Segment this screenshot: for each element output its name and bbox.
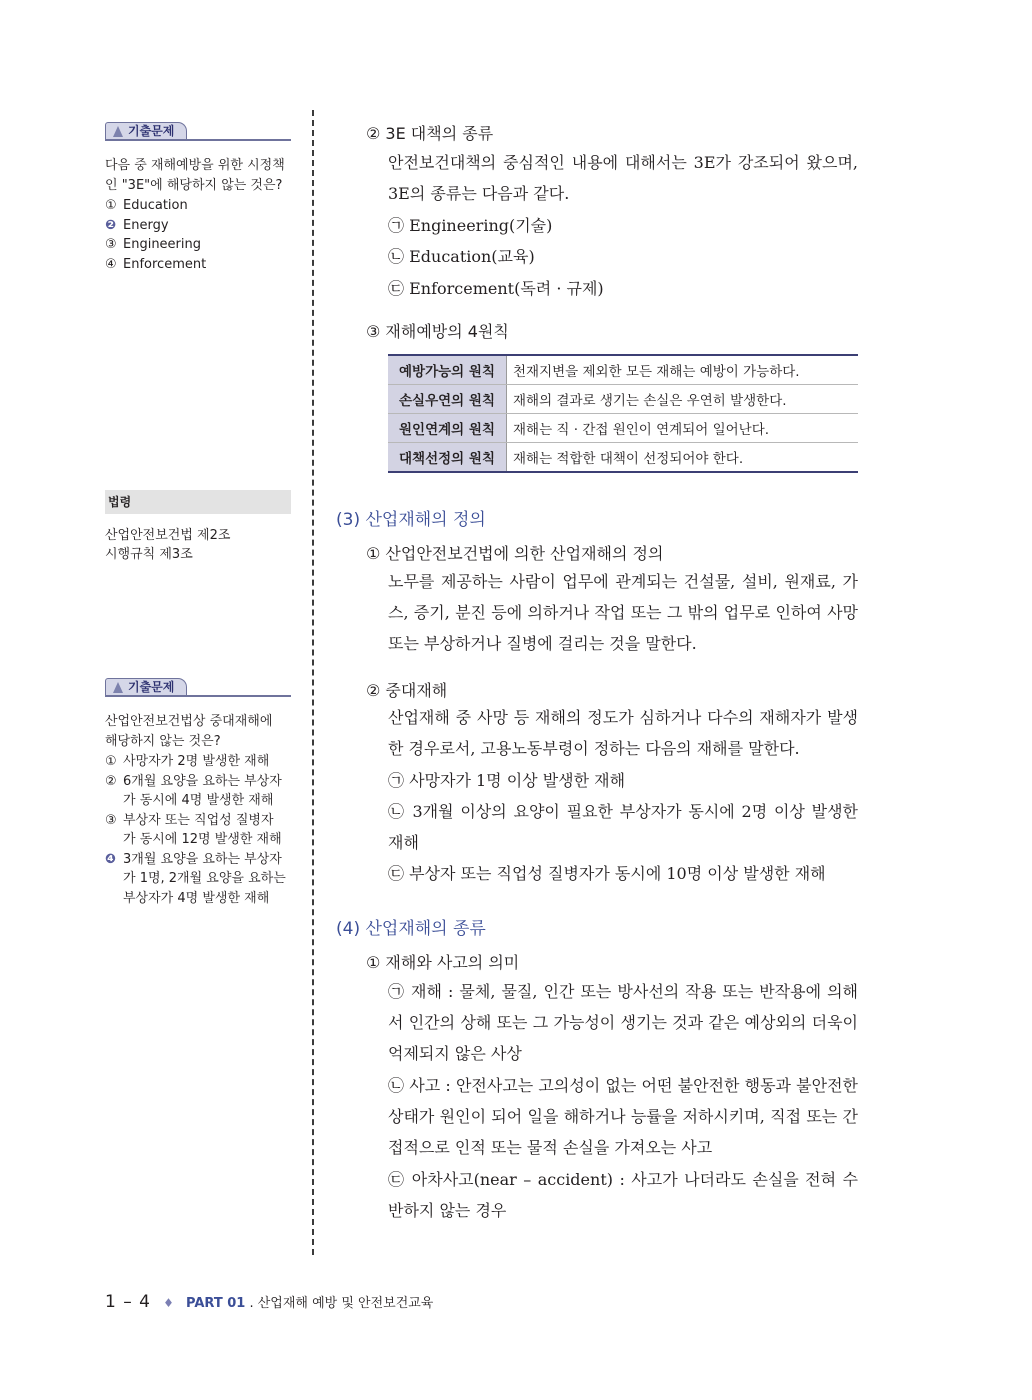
- exam-option: ② 6개월 요양을 요하는 부상자 가 동시에 4명 발생한 재해: [105, 773, 282, 808]
- subheading-definition: ① 산업안전보건법에 의한 산업재해의 정의: [366, 544, 664, 563]
- exam-options: [105, 752, 291, 908]
- list-item-3e: ㉢ Enforcement(독려 · 규제): [388, 279, 604, 298]
- exam-option: ③ 부상자 또는 직업성 질병자 가 동시에 12명 발생한 재해: [105, 812, 282, 847]
- subheading-4-principles: ③ 재해예방의 4원칙: [366, 322, 509, 341]
- traffic-cone-icon: [113, 682, 123, 693]
- exam-tab: [105, 122, 187, 140]
- exam-box-serious-disaster: [105, 678, 291, 908]
- exam-option-answer: ❹ 3개월 요양을 요하는 부상자 가 1명, 2개월 요양을 요하는 부상자가 4명 발생한 재해: [105, 851, 286, 906]
- exam-option: ① Education: [105, 198, 188, 213]
- section-heading-4: (4) 산업재해의 종류: [336, 919, 486, 939]
- principle-name: 예방가능의 원칙: [388, 355, 507, 385]
- exam-option: ① 사망자가 2명 발생한 재해: [105, 754, 270, 769]
- exam-option: ③ Engineering: [105, 237, 201, 252]
- diamond-icon: ♦: [163, 1296, 174, 1310]
- subheading-meaning: ① 재해와 사고의 의미: [366, 953, 520, 972]
- column-divider: [312, 110, 314, 1255]
- table-row: [388, 385, 858, 414]
- exam-box-3e: [105, 122, 291, 274]
- list-item-3e: ㉠ Engineering(기술): [388, 216, 553, 235]
- exam-question: 산업안전보건법상 중대재해에 해당하지 않는 것은?: [105, 714, 273, 749]
- law-text: 산업안전보건법 제2조 시행규칙 제3조: [105, 528, 231, 562]
- page-number: 1 – 4: [105, 1292, 151, 1312]
- law-box: [105, 490, 291, 564]
- principle-name: 대책선정의 원칙: [388, 443, 507, 473]
- exam-header: [105, 122, 291, 142]
- principle-desc: 재해는 적합한 대책이 선정되어야 한다.: [513, 451, 744, 467]
- section-heading-3: (3) 산업재해의 정의: [336, 510, 486, 530]
- principle-name: 손실우연의 원칙: [388, 385, 507, 414]
- paragraph-definition: 노무를 제공하는 사람이 업무에 관계되는 건설물, 설비, 원재료, 가스, 증기, 분진 등에 의하거나 작업 또는 그 밖의 업무로 인하여 사망 또는 부상하거나 질병에 걸리는 것을 말한다.: [388, 572, 858, 653]
- exam-header: [105, 678, 291, 698]
- exam-label: 기출문제: [128, 680, 175, 694]
- exam-option-answer: ❷ Energy: [105, 217, 169, 233]
- principle-desc: 재해의 결과로 생기는 손실은 우연히 발생한다.: [507, 385, 859, 414]
- list-item-meaning: ㉢ 아차사고(near – accident) : 사고가 나더라도 손실을 전혀 수반하지 않는 경우: [388, 1170, 858, 1220]
- table-row: [388, 443, 858, 473]
- paragraph-3e: 안전보건대책의 중심적인 내용에 대해서는 3E가 강조되어 왔으며, 3E의 종류는 다음과 같다.: [388, 153, 858, 203]
- table-row: [388, 414, 858, 443]
- exam-option: ④ Enforcement: [105, 256, 207, 272]
- part-label: PART 01: [186, 1296, 246, 1311]
- list-item-serious: ㉡ 3개월 이상의 요양이 필요한 부상자가 동시에 2명 이상 발생한 재해: [388, 802, 858, 852]
- list-item-meaning: ㉠ 재해 : 물체, 물질, 인간 또는 방사선의 작용 또는 반작용에 의해서 인간의 상해 또는 그 가능성이 생기는 것과 같은 예상외의 더욱이 억제되지 않은 사상: [388, 982, 858, 1063]
- principles-table: [388, 354, 858, 473]
- principle-desc: 천재지변을 제외한 모든 재해는 예방이 가능하다.: [507, 355, 859, 385]
- list-item-serious: ㉠ 사망자가 1명 이상 발생한 재해: [388, 771, 626, 790]
- table-row: [388, 355, 858, 385]
- exam-options: [105, 196, 291, 274]
- law-header: 법령: [105, 490, 291, 514]
- principle-name: 원인연계의 원칙: [388, 414, 507, 443]
- subheading-serious-disaster: ② 중대재해: [366, 681, 448, 700]
- exam-question: 다음 중 재해예방을 위한 시정책 인 "3E"에 해당하지 않는 것은?: [105, 158, 285, 193]
- list-item-meaning: ㉡ 사고 : 안전사고는 고의성이 없는 어떤 불안전한 행동과 불안전한 상태가 원인이 되어 일을 해하거나 능률을 저하시키며, 직접 또는 간접적으로 인적 또는 물적 손실을 가져오는 사고: [388, 1076, 858, 1157]
- part-title: . 산업재해 예방 및 안전보건교육: [249, 1296, 434, 1311]
- paragraph-serious-disaster: 산업재해 중 사망 등 재해의 정도가 심하거나 다수의 재해자가 발생한 경우로서, 고용노동부령이 정하는 다음의 재해를 말한다.: [388, 708, 858, 758]
- exam-tab: [105, 678, 187, 696]
- list-item-3e: ㉡ Education(교육): [388, 247, 535, 266]
- list-item-serious: ㉢ 부상자 또는 직업성 질병자가 동시에 10명 이상 발생한 재해: [388, 864, 826, 883]
- page-footer: [105, 1292, 433, 1312]
- subheading-3e-types: ② 3E 대책의 종류: [366, 124, 494, 143]
- principle-desc: 재해는 직 · 간접 원인이 연계되어 일어난다.: [507, 414, 859, 443]
- traffic-cone-icon: [113, 126, 123, 137]
- exam-label: 기출문제: [128, 124, 175, 138]
